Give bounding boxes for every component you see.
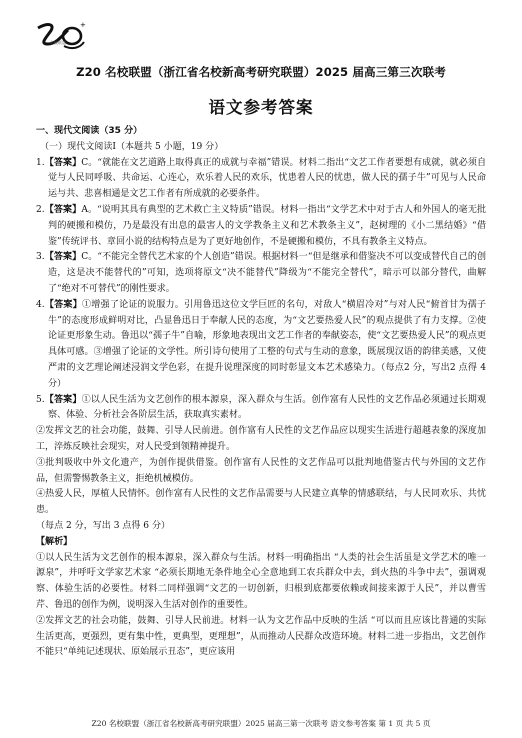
answer-item-4: [36, 298, 486, 393]
exam-title: Z20 名校联盟（浙江省名校新高考研究联盟）2025 届高三第三次联考: [76, 65, 446, 79]
answer-item-3: [36, 250, 486, 297]
answer-tag: 【答案】: [44, 157, 82, 168]
page-footer: Z20 名校联盟（浙江省名校新高考研究联盟）2025 届高三第一次联考 语文参考答案 第 1 页 共 5 页: [91, 719, 431, 728]
answer-content: [36, 124, 486, 661]
answer-tag: 【答案】: [44, 299, 82, 310]
answer-number: 3.: [36, 252, 45, 263]
answer5-point: ③批判吸收中外文化遗产，为创作提供借鉴。创作富有人民性的文艺作品可以批判地借鉴古代与外国的文艺作品，但需警惕教条主义，拒绝机械模仿。: [36, 457, 486, 484]
subsection-heading: （一）现代文阅读Ⅰ（本题共 5 小题，19 分）: [40, 141, 224, 152]
answer-tag: 【答案】: [44, 204, 82, 215]
answer5-scoring-note: （每点 2 分，写出 3 点得 6 分）: [36, 520, 171, 531]
answer-text: ①增强了论证的说服力。引用鲁迅这位文学巨匠的名句，对敌人“横眉冷对”与对人民“俯首甘为孺子牛”的态度形成鲜明对比，凸显鲁迅日于奉献人民的态度，为“文艺要热爱人民”的观点提供了有力支撑。②使论证更形象生动。鲁迅以“孺子牛”自喻，形象地表现出文艺工作者的奉献姿态，使“文艺要热爱人民”的观点更具体可感。③增强了论证的文学性。所引诗句使用了工整的句式与生动的意象，既展现汉语的韵律美感，又使严肃的文艺理论阐述浸润文学色彩，在提升说理深度的同时彰显文本艺术感染力。（每点2 分，写出2 点得 4 分）: [48, 299, 486, 389]
svg-text:+: +: [80, 21, 86, 29]
analysis-point: ②发挥文艺的社会功能，鼓舞、引导人民前进。材料一认为文艺作品中反映的生活 “可以而且应该比普通的实际生活更高，更强烈，更有集中性，更典型，更理想”，从而推动人民群众改造环境。材料二进一步指出，文艺创作不能只“单纯记述现状、原始展示丑态”，更应该用: [36, 615, 486, 658]
logo-caption: 名校联盟: [50, 40, 66, 45]
answer-item-5: [36, 393, 486, 425]
answer-tag: 【答案】: [44, 394, 82, 405]
answer-tag: 【答案】: [44, 252, 82, 263]
answer-item-1: [36, 156, 486, 203]
answer-number: 5.: [36, 394, 45, 405]
analysis-point: ①以人民生活为文艺创作的根本源泉，深入群众与生活。材料一明确指出 “人类的社会生活虽是文学艺术的唯一源泉”，并呼吁文学家艺术家 “必须长期地无条件地全心全意地到工农兵群众中去，到火热的斗争中去”，强调观察、体验生活的必要性。材料二同样强调“文艺的一切创新，归根到底都要依赖或间接来源于人民”，并以曹雪芹、鲁迅的创作为例，说明深入生活对创作的重要性。: [36, 552, 486, 610]
answer5-point: ②发挥文艺的社会功能，鼓舞、引导人民前进。创作富有人民性的文艺作品应以现实生活进行超越表象的深度加工，淬炼反映社会现实，对人民受到领精神提升。: [36, 426, 486, 452]
answer-text: ①以人民生活为文艺创作的根本源泉，深入群众与生活。创作富有人民性的文艺作品必须通过长期观察、体验、分析社会各阶层生活，获取真实素材。: [48, 394, 487, 421]
section-heading: 一、现代文阅读（35 分）: [36, 126, 143, 136]
answer-text: C。“就能在文艺道路上取得真正的成就与幸福”错误。材料二指出“文艺工作者要想有成就，就必须自觉与人民同呼吸、共命运、心连心，欢乐着人民的欢乐，忧患着人民的忧患，做人民的孺子牛”可见与人民命运与共、悲喜相通是文艺工作者有所成就的必要条件。: [48, 157, 487, 200]
answer-text: C。“不能完全替代艺术家的个人创造”错误。根据材料一“但是继承和借鉴决不可以变成替代自己的创造，这是决不能替代的”可知，选项将原文“决不能替代”降级为“不能完全替代”，暗示可以部分替代，曲解了“绝对不可替代”的刚性要求。: [48, 252, 487, 294]
answer-number: 2.: [36, 204, 45, 215]
answer5-point: ④热爱人民，厚植人民情怀。创作富有人民性的文艺作品需要与人民建立真挚的情感联结，与人民同欢乐、共忧患。: [36, 489, 486, 516]
answer-number: 1.: [36, 157, 45, 168]
answer-text: A。“说明其具有典型的艺术救亡主义特质”错误。材料一指出“文学艺术中对于古人和外国人的毫无批判的硬搬和模仿，乃是最没有出息的最害人的文学教条主义和艺术教条主义”，赵树理的《小二黑结婚》“借鉴”传统评书、章回小说的结构特点是为了更好地创作，不是硬搬和模仿，不具有教条主义特点。: [48, 204, 487, 247]
document-subtitle: 语文参考答案: [208, 98, 314, 117]
analysis-tag: 【解析】: [36, 536, 73, 547]
z20-alliance-logo-icon: [34, 18, 88, 54]
answer-item-2: [36, 203, 486, 250]
answer-number: 4.: [36, 299, 45, 310]
